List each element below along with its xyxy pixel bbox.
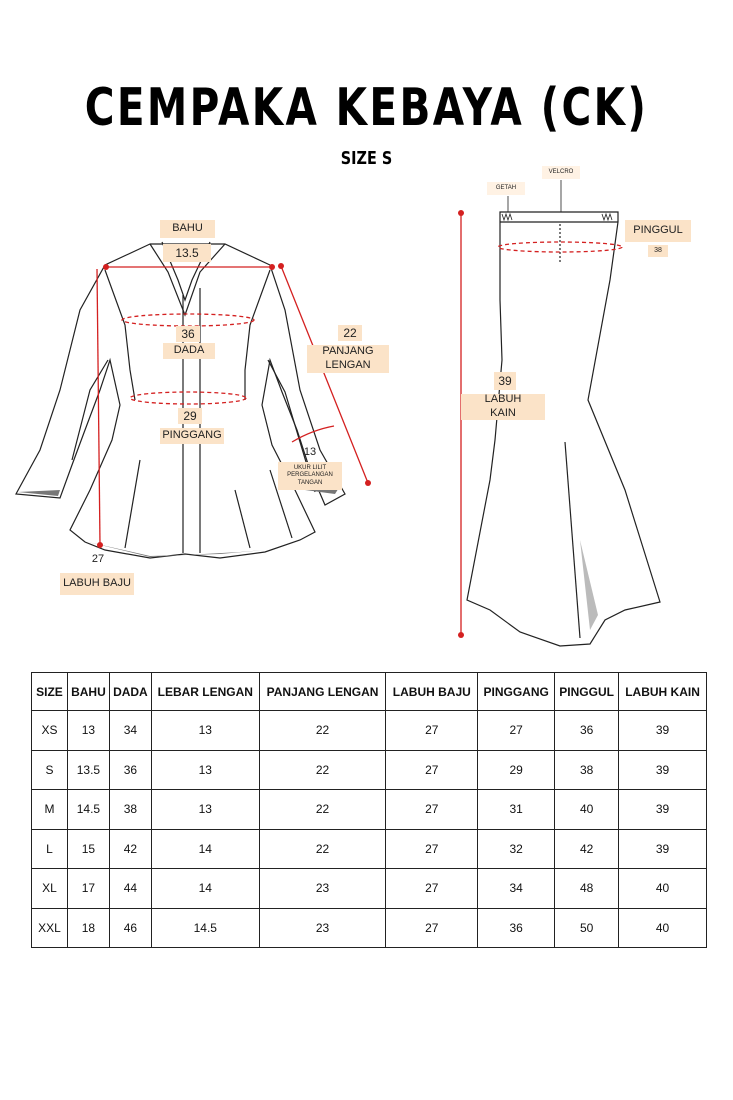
table-cell: 38 xyxy=(555,750,619,790)
size-chart-table xyxy=(31,672,707,948)
table-cell: 13 xyxy=(67,711,109,751)
header-labuh-kain: LABUH KAIN xyxy=(619,673,707,711)
table-cell: 29 xyxy=(478,750,555,790)
pinggang-value: 29 xyxy=(178,408,202,424)
getah-label: GETAH xyxy=(487,182,525,195)
table-cell: 39 xyxy=(619,829,707,869)
table-row xyxy=(32,711,707,751)
pinggul-label: PINGGUL xyxy=(625,220,691,242)
table-cell: 34 xyxy=(109,711,151,751)
table-cell: 27 xyxy=(386,869,478,909)
bahu-dot-right xyxy=(269,264,275,270)
table-cell: 14.5 xyxy=(67,790,109,830)
size-subtitle: SIZE S xyxy=(340,148,393,169)
bahu-dot-left xyxy=(103,264,109,270)
table-cell: 15 xyxy=(67,829,109,869)
table-cell: 18 xyxy=(67,908,109,948)
table-cell: 39 xyxy=(619,750,707,790)
table-cell: 14 xyxy=(151,829,259,869)
bahu-label: BAHU xyxy=(160,220,215,238)
table-row xyxy=(32,750,707,790)
table-cell: 31 xyxy=(478,790,555,830)
velcro-label: VELCRO xyxy=(542,166,580,179)
table-cell: M xyxy=(32,790,68,830)
pinggul-value: 38 xyxy=(648,245,668,257)
table-cell: 27 xyxy=(386,750,478,790)
table-cell: 40 xyxy=(619,869,707,909)
table-cell: XXL xyxy=(32,908,68,948)
pergelangan-label: UKUR LILIT PERGELANGAN TANGAN xyxy=(278,462,342,490)
header-dada: DADA xyxy=(109,673,151,711)
labuh-kain-dot-bottom xyxy=(458,632,464,638)
kebaya-outline xyxy=(16,244,345,558)
pinggang-label: PINGGANG xyxy=(160,428,224,444)
table-cell: 42 xyxy=(109,829,151,869)
table-cell: 44 xyxy=(109,869,151,909)
table-cell: 27 xyxy=(386,829,478,869)
table-cell: 23 xyxy=(259,908,386,948)
table-cell: 40 xyxy=(619,908,707,948)
table-cell: 27 xyxy=(386,908,478,948)
header-labuh-baju: LABUH BAJU xyxy=(386,673,478,711)
table-cell: 42 xyxy=(555,829,619,869)
garment-diagram xyxy=(0,160,733,660)
table-cell: 13 xyxy=(151,790,259,830)
table-cell: 23 xyxy=(259,869,386,909)
labuh-kain-label: LABUH KAIN xyxy=(461,394,545,420)
header-pinggang: PINGGANG xyxy=(478,673,555,711)
table-cell: 32 xyxy=(478,829,555,869)
labuh-baju-dot-bottom xyxy=(97,542,103,548)
table-cell: 50 xyxy=(555,908,619,948)
page-title: CEMPAKA KEBAYA (CK) xyxy=(84,78,649,138)
table-cell: 38 xyxy=(109,790,151,830)
table-cell: 27 xyxy=(386,790,478,830)
dada-label: DADA xyxy=(163,343,215,359)
table-row xyxy=(32,790,707,830)
table-cell: 39 xyxy=(619,790,707,830)
header-size: SIZE xyxy=(32,673,68,711)
table-cell: 14.5 xyxy=(151,908,259,948)
header-panjang-lengan: PANJANG LENGAN xyxy=(259,673,386,711)
table-cell: XL xyxy=(32,869,68,909)
skirt-outline xyxy=(467,212,660,646)
dada-value: 36 xyxy=(176,326,200,342)
table-cell: 36 xyxy=(478,908,555,948)
table-cell: 40 xyxy=(555,790,619,830)
table-cell: 27 xyxy=(478,711,555,751)
panjang-lengan-label: PANJANG LENGAN xyxy=(307,345,389,373)
table-cell: 39 xyxy=(619,711,707,751)
table-row xyxy=(32,869,707,909)
table-cell: 22 xyxy=(259,790,386,830)
table-cell: 46 xyxy=(109,908,151,948)
table-cell: 22 xyxy=(259,750,386,790)
table-cell: 22 xyxy=(259,711,386,751)
table-header-row xyxy=(32,673,707,711)
table-cell: 14 xyxy=(151,869,259,909)
kebaya-top-drawing xyxy=(16,242,345,558)
table-cell: 13 xyxy=(151,750,259,790)
panjang-lengan-value: 22 xyxy=(338,325,362,341)
table-cell: S xyxy=(32,750,68,790)
table-row xyxy=(32,829,707,869)
pergelangan-value: 13 xyxy=(303,446,317,459)
table-cell: 34 xyxy=(478,869,555,909)
table-cell: 17 xyxy=(67,869,109,909)
header-bahu: BAHU xyxy=(67,673,109,711)
labuh-baju-label: LABUH BAJU xyxy=(60,573,134,595)
table-cell: XS xyxy=(32,711,68,751)
table-cell: 22 xyxy=(259,829,386,869)
table-cell: 13.5 xyxy=(67,750,109,790)
table-cell: 27 xyxy=(386,711,478,751)
table-cell: 36 xyxy=(109,750,151,790)
labuh-kain-dot-top xyxy=(458,210,464,216)
header-lebar-lengan: LEBAR LENGAN xyxy=(151,673,259,711)
table-cell: L xyxy=(32,829,68,869)
bahu-value: 13.5 xyxy=(163,244,211,262)
lengan-dot-bottom xyxy=(365,480,371,486)
table-row xyxy=(32,908,707,948)
labuh-baju-value: 27 xyxy=(91,553,105,566)
table-cell: 36 xyxy=(555,711,619,751)
table-cell: 48 xyxy=(555,869,619,909)
table-cell: 13 xyxy=(151,711,259,751)
header-pinggul: PINGGUL xyxy=(555,673,619,711)
labuh-kain-value: 39 xyxy=(494,372,516,390)
lengan-dot-top xyxy=(278,263,284,269)
